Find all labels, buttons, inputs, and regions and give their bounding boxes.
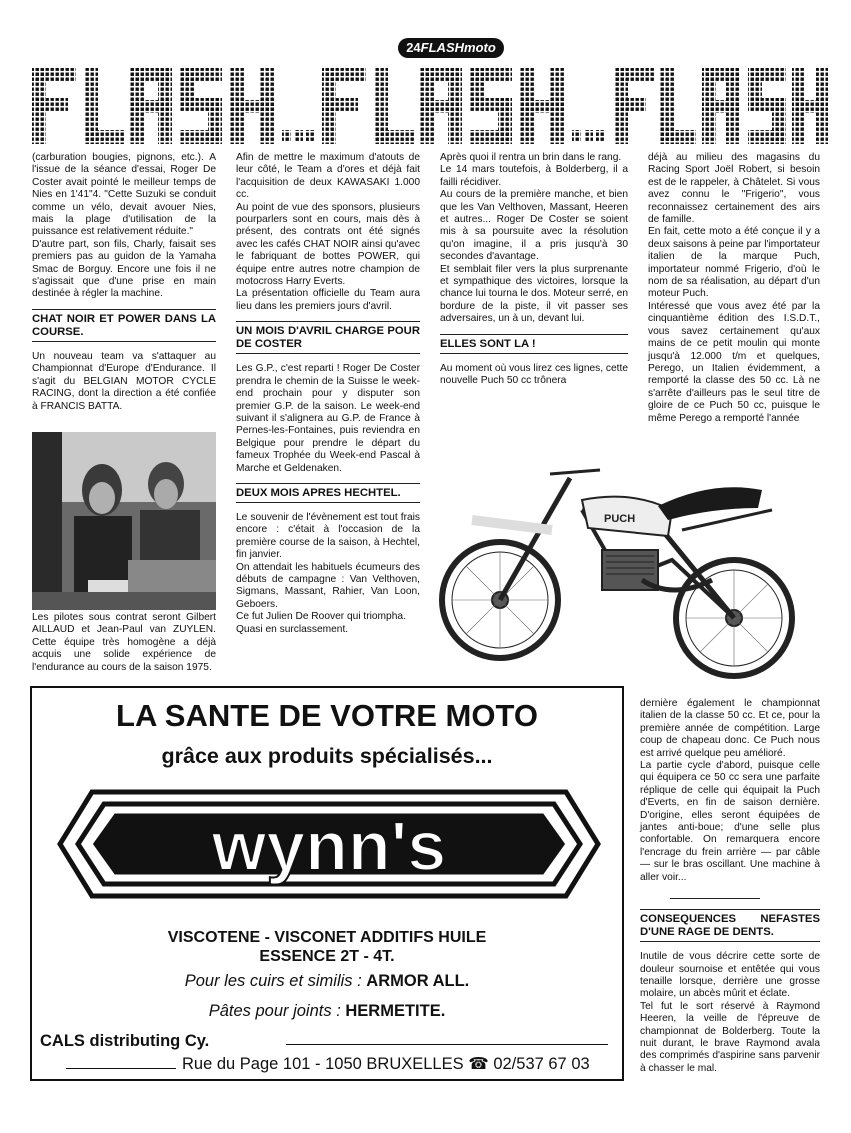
ad-hermetite-brand: HERMETITE. [345, 1002, 446, 1020]
col1-paragraph-2: D'autre part, son fils, Charly, faisait ses premiers pas au guidon de la Yamaha Smac de Borguy. Encore une fois il ne s'agissait que d'une prise en main destinée à régler la machine. [32, 238, 216, 300]
col5-paragraph-1: dernière également le championnat italien de la classe 50 cc. Et ce, pour la première année de compétition. Large coup de chapeau donc. Ce Puch nous est arrivé quelque peu amélioré. [640, 698, 820, 759]
column-2 [236, 152, 420, 636]
col2-paragraph-1: Afin de mettre le maximum d'atouts de leur côté, le Team a d'ores et déjà fait l'acquisition de deux KAWASAKI 1.000 cc. [236, 152, 420, 201]
ad-product-line-2: ESSENCE 2T - 4T. [259, 948, 395, 965]
col1-heading-chat-noir: CHAT NOIR ET POWER DANS LA COURSE. [32, 309, 216, 342]
banner-word-1 [32, 68, 315, 144]
ad-distributor-rule [286, 1044, 608, 1045]
bike-tank-label: PUCH [604, 513, 636, 525]
ad-armor-all-prefix: Pour les cuirs et similis : [184, 972, 367, 990]
col2-paragraph-2: Au point de vue des sponsors, plusieurs pourparlers sont en cours, mais dès à présent, des contrats ont été signés avec les cafés CHAT NOIR ainsi qu'avec le fabriquant de bottes POWER, qui équipe entre autres notre champion de motocross Harry Everts. [236, 201, 420, 288]
wynns-logo [56, 784, 602, 904]
col3-paragraph-4: Et semblait filer vers la plus surprenante et sympathique des victoires, lorsque la chance lui tourna le dos. Moteur serré, en bordure de la piste, il vit passer ses adversaires, un à un, devant lui. [440, 263, 629, 325]
col2-heading-avril: UN MOIS D'AVRIL CHARGE POUR DE COSTER [236, 321, 420, 354]
ad-subheadline: grâce aux produits spécialisés... [161, 744, 493, 768]
col3-paragraph-1: Après quoi il rentra un brin dans le rang. [440, 152, 622, 163]
col2-paragraph-6: On attendait les habituels écumeurs des débuts de campagne : Van Velthoven, Sigmans, Massant, Rahier, Van Loon, Geboers. [236, 561, 420, 610]
col4-paragraph-3: Intéressé que vous avez été par la cinquantième édition des I.S.D.T., vous savez certainement qu'aux mains de ce petit moulin qui monte jusqu'à 12.000 t/m et quelques, Perego, un Italien évidemment, a remporté la classe des 50 cc. Là ne s'arrête d'ailleurs pas le seul titre de gloire de ce Puch 50 cc, puisque le même Perego a remporté l'année [648, 300, 820, 424]
col2-paragraph-7: Ce fut Julien De Roover qui triompha. [236, 611, 406, 623]
col5-heading-rage: CONSEQUENCES NEFASTES D'UNE RAGE DE DENTS. [640, 909, 820, 942]
col2-paragraph-4: Les G.P., c'est reparti ! Roger De Coster prendra le chemin de la Suisse le week-end prochain pour y disputer son premier G.P. de la saison. Le week-end suivant il s'alignera au G.P. de France à Pernes-les-Fontaines, puis reviendra en Belgique pour prendre le départ du fameux Trophée du Week-end Pascal à Marche et Geldenaken. [236, 363, 420, 474]
column-3 [440, 152, 628, 388]
banner-word-2 [322, 68, 605, 144]
ad-distributor: CALS distributing Cy. [40, 1032, 210, 1050]
photo-caption: Les pilotes sous contrat seront Gilbert AILLAUD et Jean-Paul van ZUYLEN. Cette équipe très homogène a déjà acquis une solide expérience de l'endurance au cours de la saison 1975. [32, 612, 216, 673]
riders-photo [32, 432, 216, 610]
col2-paragraph-3: La présentation officielle du Team aura lieu dans les premiers jours d'avril. [236, 288, 420, 312]
wynns-advertisement [30, 686, 624, 1081]
banner-word-3 [614, 68, 828, 144]
col5-paragraph-4: Tel fut le sort réservé à Raymond Heeren, la veille de l'épreuve de championnat de Bolderberg. Toute la nuit durant, le brave Raymond avala des comprimés d'aspirine sans parvenir à chasser le mal. [640, 1000, 820, 1074]
page-number: 24 [406, 40, 421, 55]
col3-paragraph-3: Au cours de la première manche, et bien que les Van Velthoven, Massant, Heeren et autres... Roger De Coster se soient mis à sa poursuite avec la résolution qu'on imagine, il a pris jusqu'à 30 secondes d'avantage. [440, 189, 628, 263]
col4-paragraph-1: déjà au milieu des magasins du Racing Sport Joël Robert, si besoin est de le rappeler, à Châtelet. Si vous avez connu le "Frigerio", vous reconnaissez certainement des airs de famille. [648, 152, 820, 226]
column-5 [640, 698, 820, 1075]
column-4 [648, 152, 820, 425]
wynns-logo-text: wynn's [211, 807, 447, 885]
col4-paragraph-2: En fait, cette moto a été conçue il y a deux saisons à peine par l'importateur italien de la marque Puch, importateur nommé Frigerio, d'où le nom de sa réalisation, au départ d'un moteur Puch. [648, 226, 820, 300]
col3-paragraph-5: Au moment où vous lirez ces lignes, cette nouvelle Puch 50 cc trônera [440, 362, 628, 387]
ad-product-line-1: VISCOTENE - VISCONET ADDITIFS HUILE [167, 929, 487, 946]
magazine-name: FLASH [420, 40, 465, 55]
ad-address-rule [66, 1068, 176, 1069]
col5-paragraph-3: Inutile de vous décrire cette sorte de douleur sournoise et entêtée qui vous tenaille lorsque, derrière une grosse molaire, un abcès mûrit et éclate. [640, 951, 820, 1000]
puch-motorcycle-photo [432, 450, 826, 690]
col5-paragraph-2: La partie cycle d'abord, puisque celle qui équipera ce 50 cc sera une parfaite réplique de celle qui équipait la Puch d'Everts, en fin de saison dernière. D'origine, elles seront équipées de jantes anti-boue; d'une selle plus confortable. On remarquera encore l'encrage du frein arrière — par câble — sur le bras oscillant. Une machine à aller voir... [640, 760, 820, 883]
col3-heading-elles: ELLES SONT LA ! [440, 334, 628, 354]
magazine-sub: moto [464, 40, 496, 55]
ad-armor-all-brand: ARMOR ALL. [366, 972, 470, 990]
ad-address: Rue du Page 101 - 1050 BRUXELLES ☎ 02/537 67 03 [182, 1055, 590, 1073]
column-1 [32, 152, 216, 413]
ad-armor-all-line [32, 972, 622, 991]
ad-hermetite-line [32, 1002, 622, 1021]
col1-paragraph-1: (carburation bougies, pignons, etc.). A l'issue de la séance d'essai, Roger De Coster avait pointé le meilleur temps de Nies en 1'41"4. "Cette Suzuki se conduit comme un vélo, devait avouer Nies, mais la plage d'utilisation de la puissance est relativement réduite." [32, 152, 216, 238]
page-number-badge [398, 38, 504, 58]
ad-headline: LA SANTE DE VOTRE MOTO [116, 698, 538, 733]
col2-heading-hechtel: DEUX MOIS APRES HECHTEL. [236, 483, 420, 503]
flash-banner [30, 62, 830, 152]
ad-product-lines [32, 928, 622, 966]
ad-hermetite-prefix: Pâtes pour joints : [208, 1002, 346, 1020]
col3-paragraph-2: Le 14 mars toutefois, à Bolderberg, il a failli récidiver. [440, 164, 628, 188]
col1-paragraph-3: Un nouveau team va s'attaquer au Championnat d'Europe d'Endurance. Il s'agit du BELGIAN MOTOR CYCLE RACING, dont la direction a été confiée à FRANCIS BATTA. [32, 350, 216, 412]
col2-paragraph-5: Le souvenir de l'évènement est tout frais encore : c'était à l'occasion de la première course de la saison, à Hechtel, fin janvier. [236, 511, 420, 561]
col5-separator [670, 884, 760, 899]
col2-paragraph-8: Quasi en surclassement. [236, 623, 349, 635]
